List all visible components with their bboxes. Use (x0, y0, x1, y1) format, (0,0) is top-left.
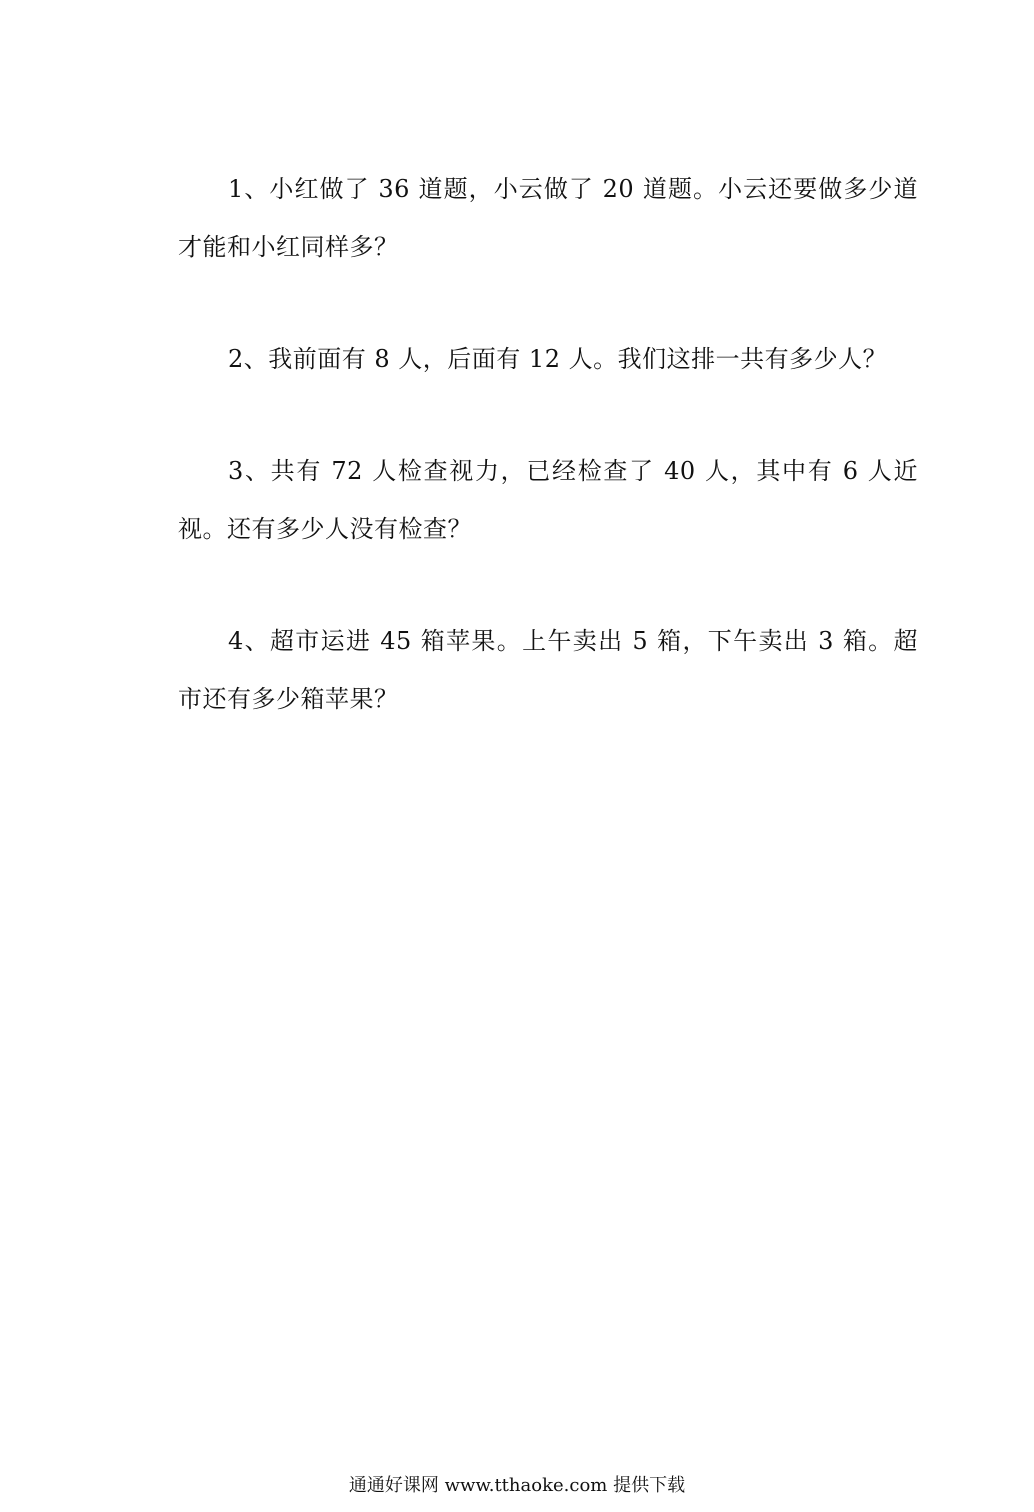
problem-list (178, 160, 918, 782)
problem-2: 2、我前面有 8 人，后面有 12 人。我们这排一共有多少人？ (228, 345, 888, 373)
problem-4: 4、超市运进 45 箱苹果。上午卖出 5 箱，下午卖出 3 箱。超市还有多少箱苹果？ (178, 627, 918, 713)
problem-1: 1、小红做了 36 道题，小云做了 20 道题。小云还要做多少道才能和小红同样多？ (178, 175, 918, 261)
page-footer: 通通好课网 www.tthaoke.com 提供下载 (348, 1475, 686, 1496)
problem-3: 3、共有 72 人检查视力，已经检查了 40 人，其中有 6 人近视。还有多少人没有检查？ (178, 457, 918, 543)
